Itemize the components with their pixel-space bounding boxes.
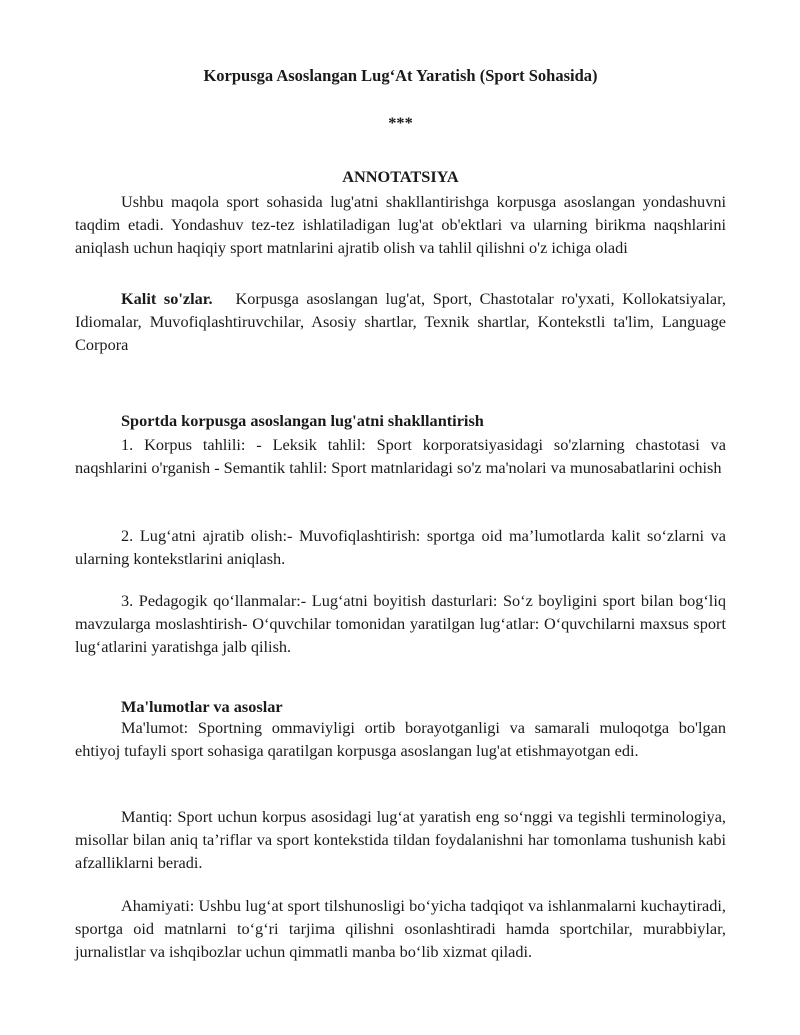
- document-title: Korpusga Asoslangan Lug‘At Yaratish (Sport Sohasida): [203, 66, 598, 85]
- section-heading-data-and-basis: Ma'lumotlar va asoslar: [121, 697, 283, 716]
- annotation-heading: ANNOTATSIYA: [342, 167, 459, 186]
- keywords-label: Kalit so'zlar.: [121, 289, 213, 308]
- annotation-text: Ushbu maqola sport sohasida lug'atni shakllantirishga korpusga asoslangan yondashuvni taqdim etadi. Yondashuv tez-tez ishlatiladigan lug'at ob'ektlari va ularning birikma naqshlarini aniqlash uchun haqiqiy sport matnlarini ajratib olish va tahlil qilishni o'z ichiga oladi: [75, 192, 726, 257]
- section2-paragraph-2: Mantiq: Sport uchun korpus asosidagi lug‘at yaratish eng so‘nggi va tegishli terminologiya, misollar bilan aniq ta’riflar va sport kontekstida tildan foydalanishni har tomonlama tushunish kabi afzalliklarni beradi.: [75, 807, 726, 872]
- section1-paragraph-1: 1. Korpus tahlili: - Leksik tahlil: Sport korporatsiyasidagi so'zlarning chastotasi va naqshlarini o'rganish - Semantik tahlil: Sport matnlaridagi so'z ma'nolari va munosabatlarini ochish: [75, 435, 726, 477]
- section2-paragraph-1: Ma'lumot: Sportning ommaviyligi ortib borayotganligi va samarali muloqotga bo'lgan ehtiyoj tufayli sport sohasiga qaratilgan korpusga asoslangan lug'at etishmayotgan edi.: [75, 718, 726, 760]
- section-heading-vocabulary-formation: Sportda korpusga asoslangan lug'atni shakllantirish: [121, 411, 484, 430]
- section1-paragraph-2: 2. Lug‘atni ajratib olish:- Muvofiqlashtirish: sportga oid ma’lumotlarda kalit so‘zlarni va ularning kontekstlarini aniqlash.: [75, 526, 726, 568]
- keywords-text: Korpusga asoslangan lug'at, Sport, Chastotalar ro'yxati, Kollokatsiyalar, Idiomalar, Muvofiqlashtiruvchilar, Asosiy shartlar, Texnik shartlar, Kontekstli ta'lim, Language Corpora: [75, 289, 726, 354]
- section1-paragraph-3: 3. Pedagogik qo‘llanmalar:- Lug‘atni boyitish dasturlari: So‘z boyligini sport bilan bog‘liq mavzularga moslashtirish- O‘quvchilar tomonidan yaratilgan lug‘atlar: O‘quvchilarni maxsus sport lug‘atlarini yaratishga jalb qilish.: [75, 591, 726, 656]
- keywords-paragraph: [75, 287, 726, 356]
- section2-paragraph-3: Ahamiyati: Ushbu lug‘at sport tilshunosligi bo‘yicha tadqiqot va ishlanmalarni kuchaytiradi, sportga oid matnlarni to‘g‘ri tarjima qilishni osonlashtiradi hamda sportchilar, murabbiylar, jurnalistlar va ishqibozlar uchun qimmatli manba bo‘lib xizmat qiladi.: [75, 896, 726, 961]
- separator-stars: ***: [388, 113, 413, 132]
